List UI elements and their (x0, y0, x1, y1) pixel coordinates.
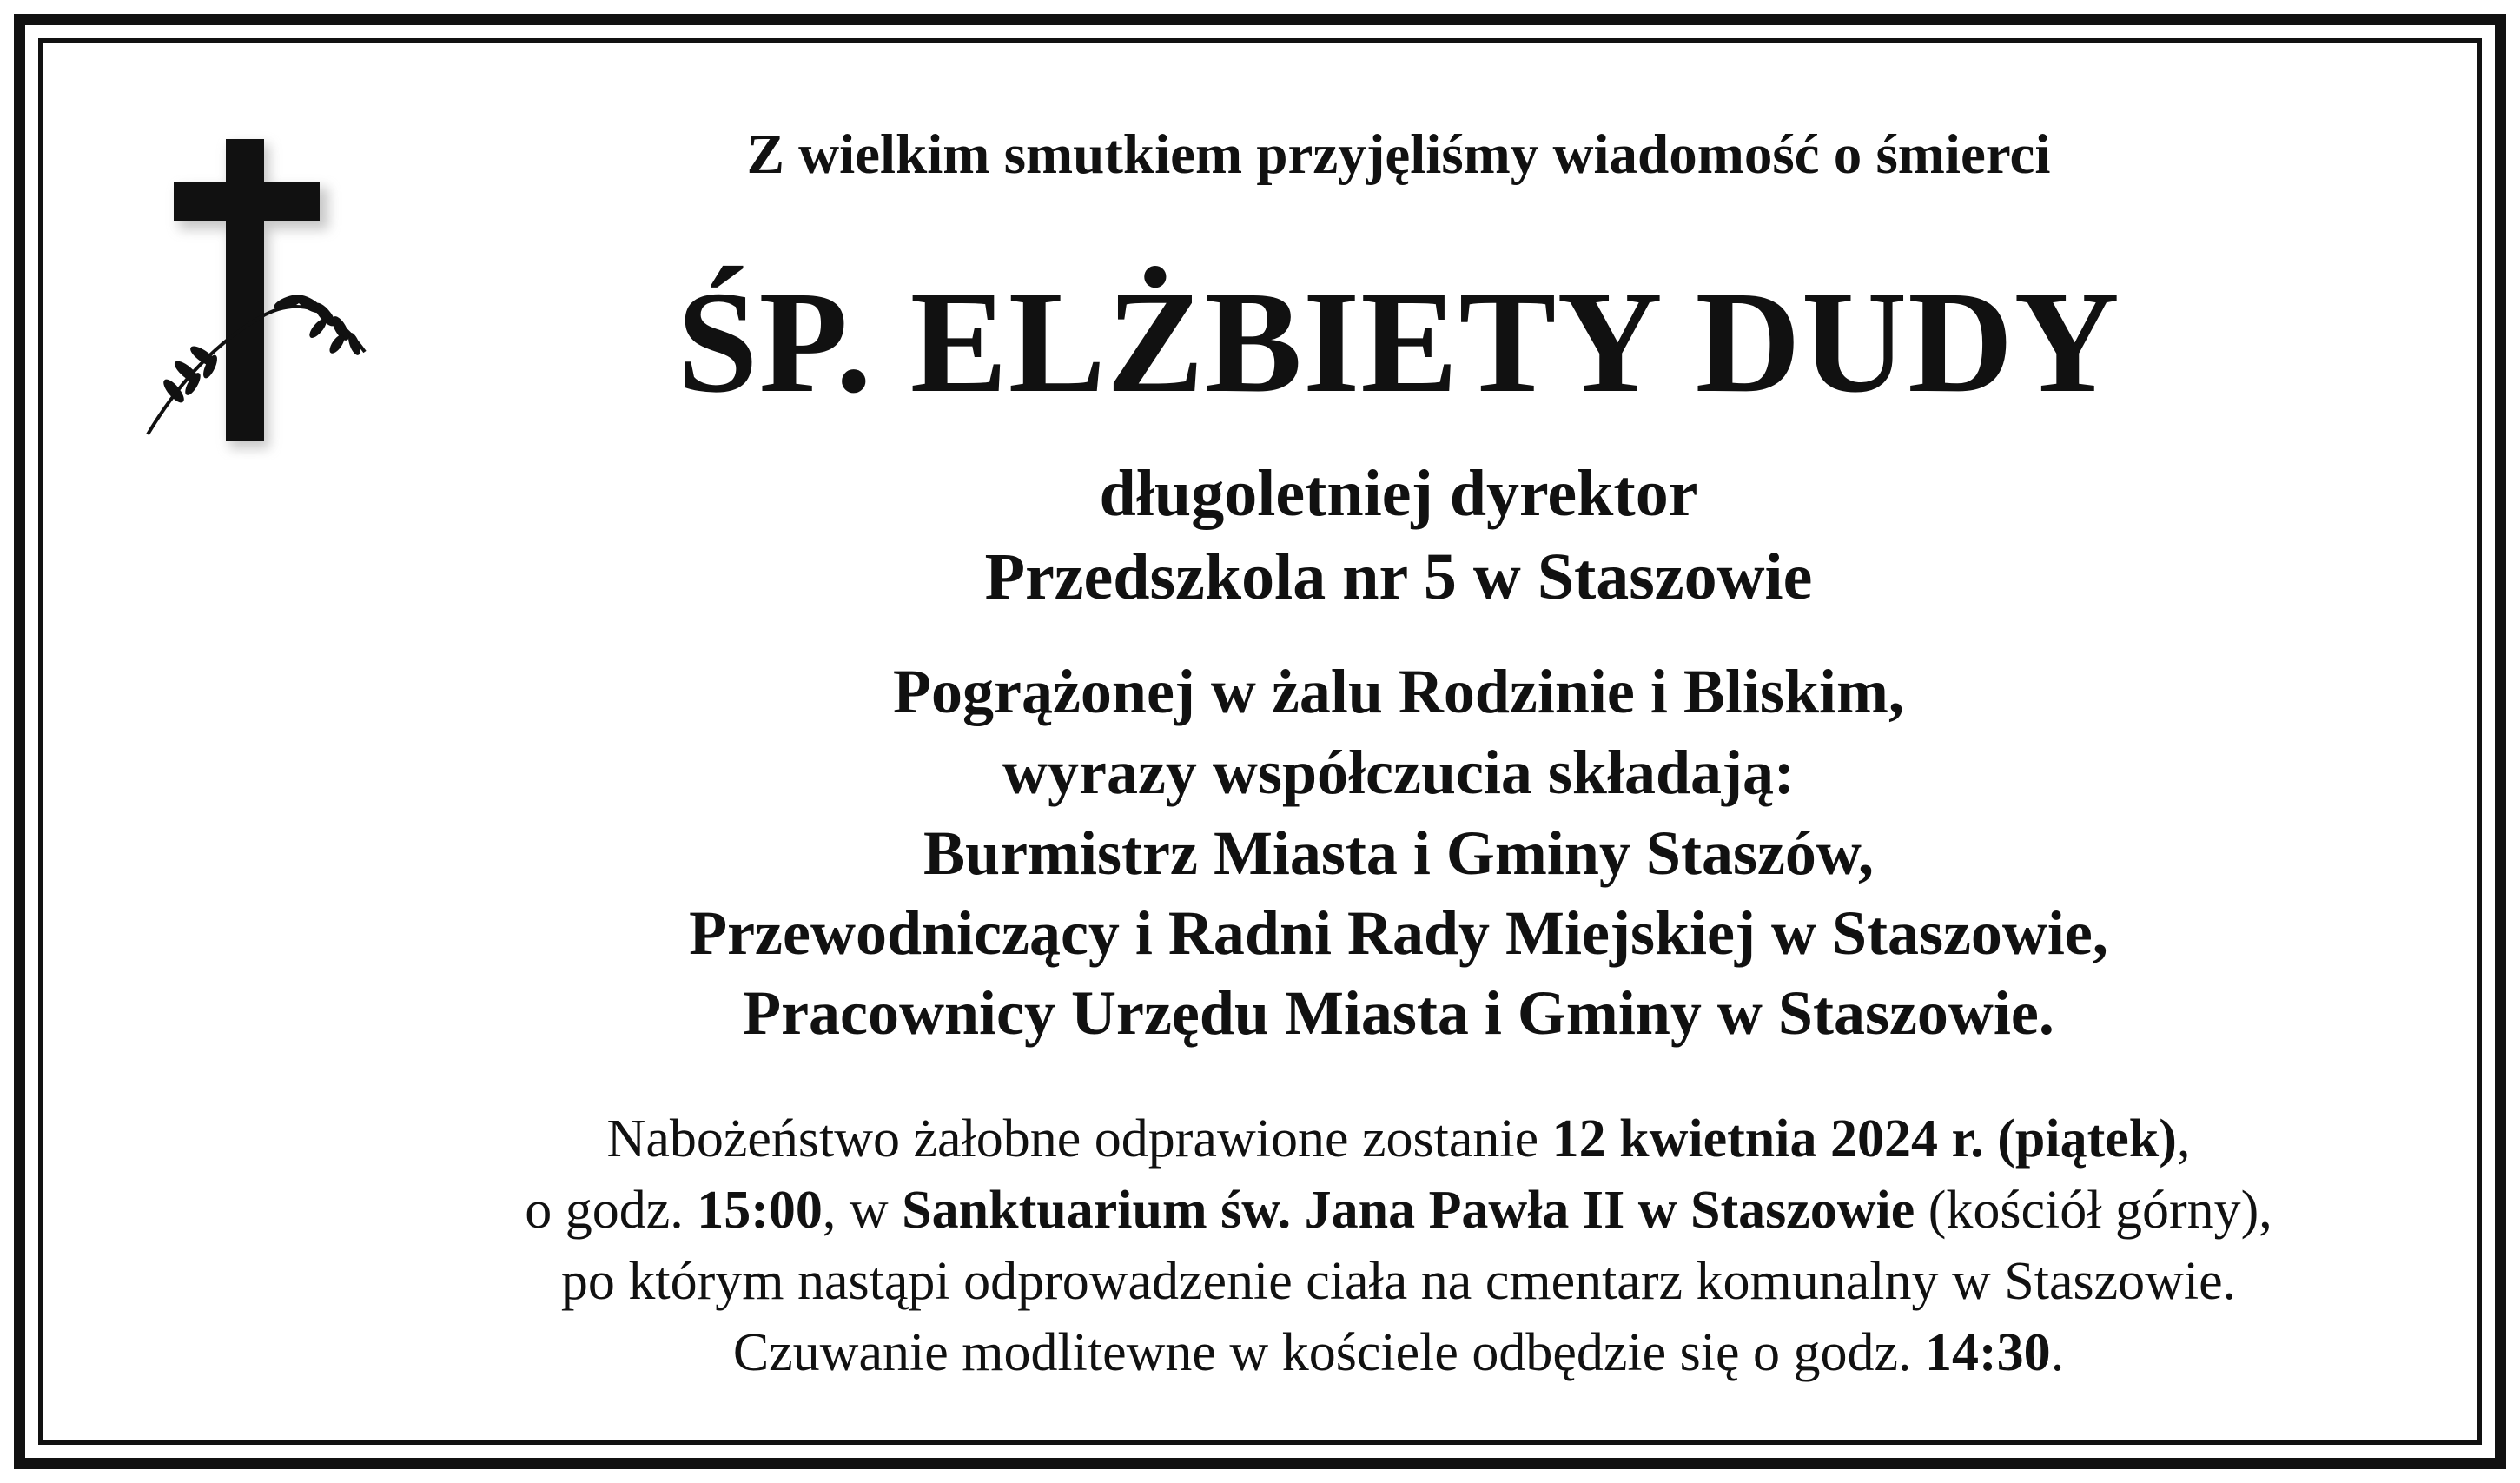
deceased-name: ŚP. ELŻBIETY DUDY (677, 262, 2120, 423)
cross-icon (139, 130, 374, 460)
service-time: 15:00 (697, 1181, 823, 1240)
intro-text: Z wielkim smutkiem przyjęliśmy wiadomość o śmierci (746, 123, 2051, 186)
role-line-1: długoletniej dyrektor (1099, 457, 1698, 530)
service-info-line-3: po którym nastąpi odprowadzenie ciała na cmentarz komunalny w Staszowie. (560, 1252, 2237, 1311)
vigil-info-line: Czuwanie modlitewne w kościele odbędzie się o godz. 14:30. (732, 1323, 2065, 1382)
vigil-time: 14:30 (1925, 1323, 2051, 1382)
service-date: 12 kwietnia 2024 r. (piątek) (1551, 1109, 2177, 1169)
service-info-line-2: o godz. 15:00, w Sanktuarium św. Jana Pawła II w Staszowie (kościół górny), (525, 1181, 2272, 1240)
service-info-line-1: Nabożeństwo żałobne odprawione zostanie 12 kwietnia 2024 r. (piątek), (606, 1109, 2191, 1169)
condolence-line: Pracownicy Urzędu Miasta i Gminy w Staszowie. (743, 978, 2054, 1048)
condolence-line: Burmistrz Miasta i Gminy Staszów, (923, 818, 1874, 888)
role-line-2: Przedszkola nr 5 w Staszowie (984, 540, 1813, 613)
condolence-line: Przewodniczący i Radni Rady Miejskiej w Staszowie, (689, 898, 2108, 968)
condolence-line: Pogrążonej w żalu Rodzinie i Bliskim, (893, 657, 1904, 726)
service-place: Sanktuarium św. Jana Pawła II w Staszowie (902, 1181, 1915, 1240)
obituary-content (460, 0, 2337, 1483)
condolence-line: wyrazy współczucia składają: (1002, 738, 1795, 807)
